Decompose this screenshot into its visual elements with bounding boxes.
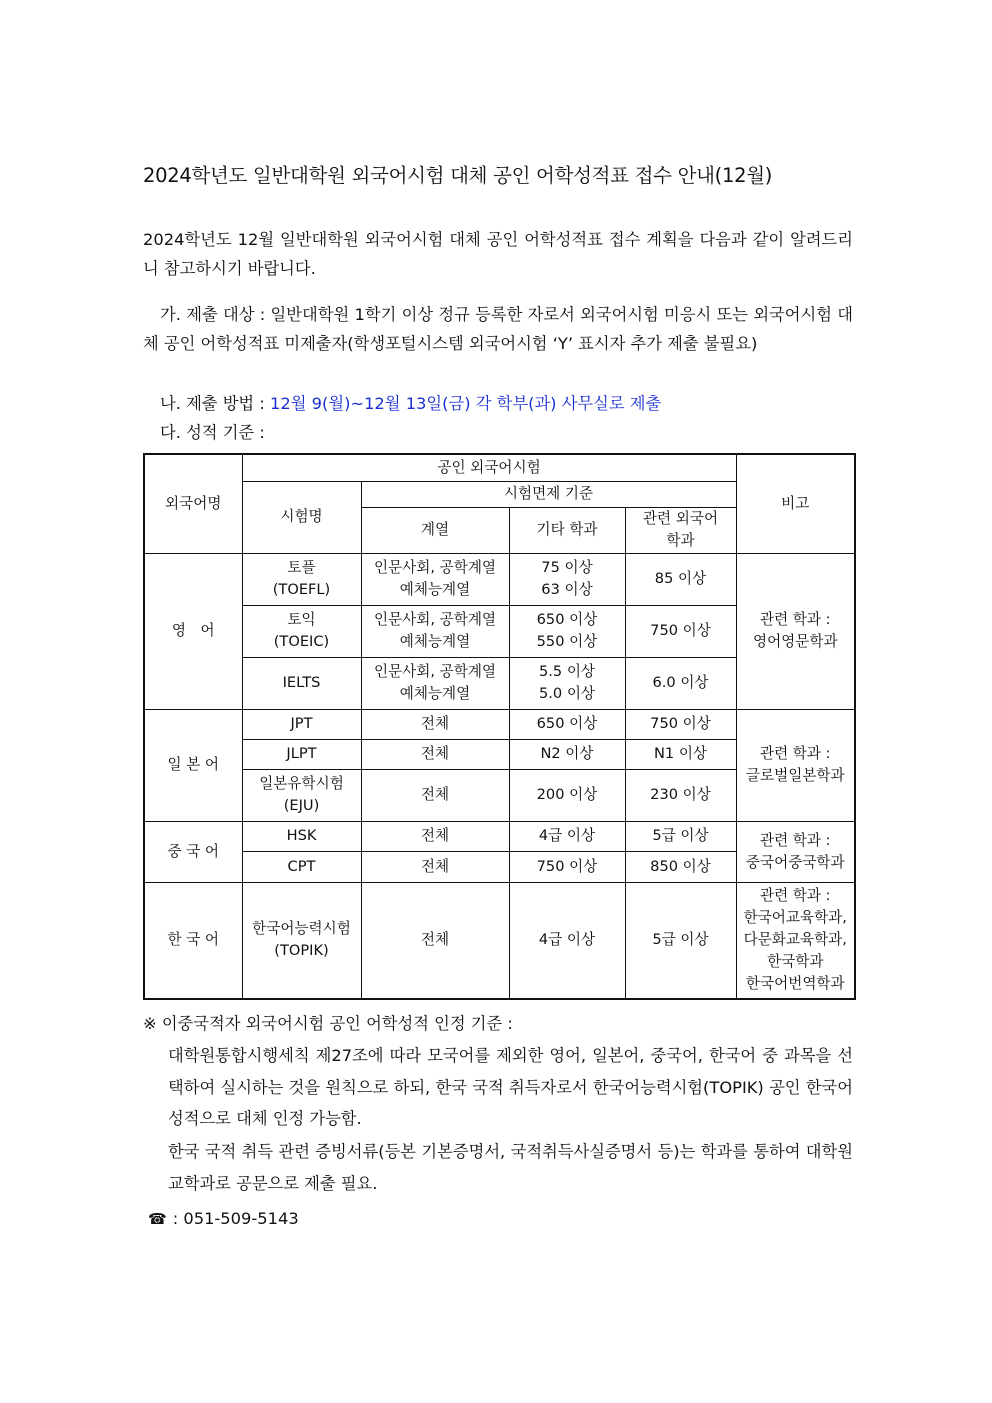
related-score-cell: 6.0 이상 xyxy=(625,657,736,709)
test-code: (EJU) xyxy=(283,797,320,814)
table-header-row xyxy=(144,454,855,481)
table-row xyxy=(144,882,855,999)
note-line: 한국학과 xyxy=(767,953,824,971)
item-submission-method xyxy=(160,389,661,418)
lang-korean: 한 국 어 xyxy=(144,882,242,999)
intro-paragraph: 2024학년도 12월 일반대학원 외국어시험 대체 공인 어학성적표 접수 계획을 다음과 같이 알려드리니 참고하시기 바랍니다. xyxy=(143,230,853,278)
header-related-dept xyxy=(625,507,736,553)
test-jpt: JPT xyxy=(242,709,361,739)
field-cell: 전체 xyxy=(361,882,509,999)
field-line1: 인문사회, 공학계열 xyxy=(373,663,497,680)
field-line1: 인문사회, 공학계열 xyxy=(373,611,497,628)
submission-method-label: 나. 제출 방법 : xyxy=(160,394,271,413)
table-row xyxy=(144,821,855,851)
header-language: 외국어명 xyxy=(144,454,242,553)
note-line: 관련 학과 : xyxy=(759,745,831,762)
note-line: 한국어번역학과 xyxy=(745,975,845,993)
header-other-dept: 기타 학과 xyxy=(509,507,625,553)
note-line: 글로벌일본학과 xyxy=(745,767,845,784)
note-english xyxy=(736,553,855,709)
phone-number: : 051-509-5143 xyxy=(172,1209,299,1228)
field-cell: 전체 xyxy=(361,709,509,739)
other-score-cell: 4급 이상 xyxy=(509,821,625,851)
test-eju xyxy=(242,769,361,821)
test-toefl xyxy=(242,553,361,605)
test-toeic xyxy=(242,605,361,657)
header-test-name: 시험명 xyxy=(242,481,361,553)
note-korean xyxy=(736,882,855,999)
contact-phone xyxy=(148,1205,299,1233)
related-score-cell: 850 이상 xyxy=(625,851,736,882)
other-score-cell: N2 이상 xyxy=(509,739,625,769)
test-topik xyxy=(242,882,361,999)
dual-citizenship-note-body: 대학원통합시행세칙 제27조에 따라 모국어를 제외한 영어, 일본어, 중국어, 한국어 중 과목을 선택하여 실시하는 것을 원칙으로 하되, 한국 국적 취득자로서 한국어능력시험(TOPIK) 공인 한국어성적으로 대체 인정 가능함. xyxy=(168,1046,853,1128)
other-score-cell: 200 이상 xyxy=(509,769,625,821)
other-score-cell xyxy=(509,553,625,605)
header-field: 계열 xyxy=(361,507,509,553)
field-line2: 예체능계열 xyxy=(399,581,471,598)
other-score-cell xyxy=(509,657,625,709)
note-line: 관련 학과 : xyxy=(759,611,831,628)
note-line: 영어영문학과 xyxy=(752,633,838,650)
header-related-line1: 관련 외국어 xyxy=(642,510,719,527)
item-score-criteria: 다. 성적 기준 : xyxy=(160,423,265,442)
table-row xyxy=(144,553,855,605)
score-criteria-table xyxy=(143,453,856,1000)
other-score-cell: 4급 이상 xyxy=(509,882,625,999)
test-name: 토플 xyxy=(287,559,316,576)
header-exemption: 시험면제 기준 xyxy=(361,481,736,507)
other-score-cell: 750 이상 xyxy=(509,851,625,882)
test-name: 일본유학시험 xyxy=(259,775,344,792)
test-code: (TOEIC) xyxy=(273,633,330,650)
submission-period: 12월 9(월)~12월 13일(금) 각 학부(과) 사무실로 제출 xyxy=(270,394,662,413)
field-cell: 전체 xyxy=(361,851,509,882)
related-score-cell: 85 이상 xyxy=(625,553,736,605)
phone-icon: ☎ xyxy=(148,1210,167,1228)
item-submission-target: 가. 제출 대상 : 일반대학원 1학기 이상 정규 등록한 자로서 외국어시험 미응시 또는 외국어시험 대체 공인 어학성적표 미제출자(학생포털시스템 외국어시험 ‘Y’ 표시자 추가 제출 불필요) xyxy=(143,305,853,353)
field-cell xyxy=(361,657,509,709)
field-cell xyxy=(361,553,509,605)
lang-japanese: 일 본 어 xyxy=(144,709,242,821)
dual-citizenship-note-title: ※ 이중국적자 외국어시험 공인 어학성적 인정 기준 : xyxy=(143,1014,513,1033)
lang-english: 영 어 xyxy=(144,553,242,709)
field-line1: 인문사회, 공학계열 xyxy=(373,559,497,576)
note-line: 중국어중국학과 xyxy=(745,853,845,871)
field-cell: 전체 xyxy=(361,769,509,821)
score-line1: 650 이상 xyxy=(536,611,598,628)
score-line2: 5.0 이상 xyxy=(538,685,596,702)
related-score-cell: 5급 이상 xyxy=(625,821,736,851)
note-line: 한국어교육학과, xyxy=(743,909,847,927)
score-line1: 5.5 이상 xyxy=(538,663,596,680)
note-line: 관련 학과 : xyxy=(759,831,831,849)
score-line2: 63 이상 xyxy=(541,581,593,598)
lang-chinese: 중 국 어 xyxy=(144,821,242,882)
score-line2: 550 이상 xyxy=(536,633,598,650)
test-ielts: IELTS xyxy=(242,657,361,709)
test-hsk: HSK xyxy=(242,821,361,851)
related-score-cell: N1 이상 xyxy=(625,739,736,769)
field-cell: 전체 xyxy=(361,821,509,851)
note-line: 관련 학과 : xyxy=(759,887,831,905)
related-score-cell: 5급 이상 xyxy=(625,882,736,999)
test-cpt: CPT xyxy=(242,851,361,882)
field-cell xyxy=(361,605,509,657)
field-cell: 전체 xyxy=(361,739,509,769)
header-note: 비고 xyxy=(736,454,855,553)
note-line: 다문화교육학과, xyxy=(743,931,847,949)
related-score-cell: 230 이상 xyxy=(625,769,736,821)
field-line2: 예체능계열 xyxy=(399,685,471,702)
document-submission-note: 한국 국적 취득 관련 증빙서류(등본 기본증명서, 국적취득사실증명서 등)는 학과를 통하여 대학원교학과로 공문으로 제출 필요. xyxy=(168,1142,853,1193)
header-official-test: 공인 외국어시험 xyxy=(242,454,736,481)
document-title: 2024학년도 일반대학원 외국어시험 대체 공인 어학성적표 접수 안내(12월) xyxy=(143,164,773,187)
test-code: (TOPIK) xyxy=(274,942,329,960)
note-chinese xyxy=(736,821,855,882)
header-related-line2: 학과 xyxy=(666,532,695,549)
field-line2: 예체능계열 xyxy=(399,633,471,650)
other-score-cell xyxy=(509,605,625,657)
other-score-cell: 650 이상 xyxy=(509,709,625,739)
score-line1: 75 이상 xyxy=(541,559,593,576)
related-score-cell: 750 이상 xyxy=(625,605,736,657)
table-row xyxy=(144,709,855,739)
test-jlpt: JLPT xyxy=(242,739,361,769)
related-score-cell: 750 이상 xyxy=(625,709,736,739)
test-name: 토익 xyxy=(287,611,316,628)
note-japanese xyxy=(736,709,855,821)
test-name: 한국어능력시험 xyxy=(252,920,351,938)
test-code: (TOEFL) xyxy=(272,581,331,598)
